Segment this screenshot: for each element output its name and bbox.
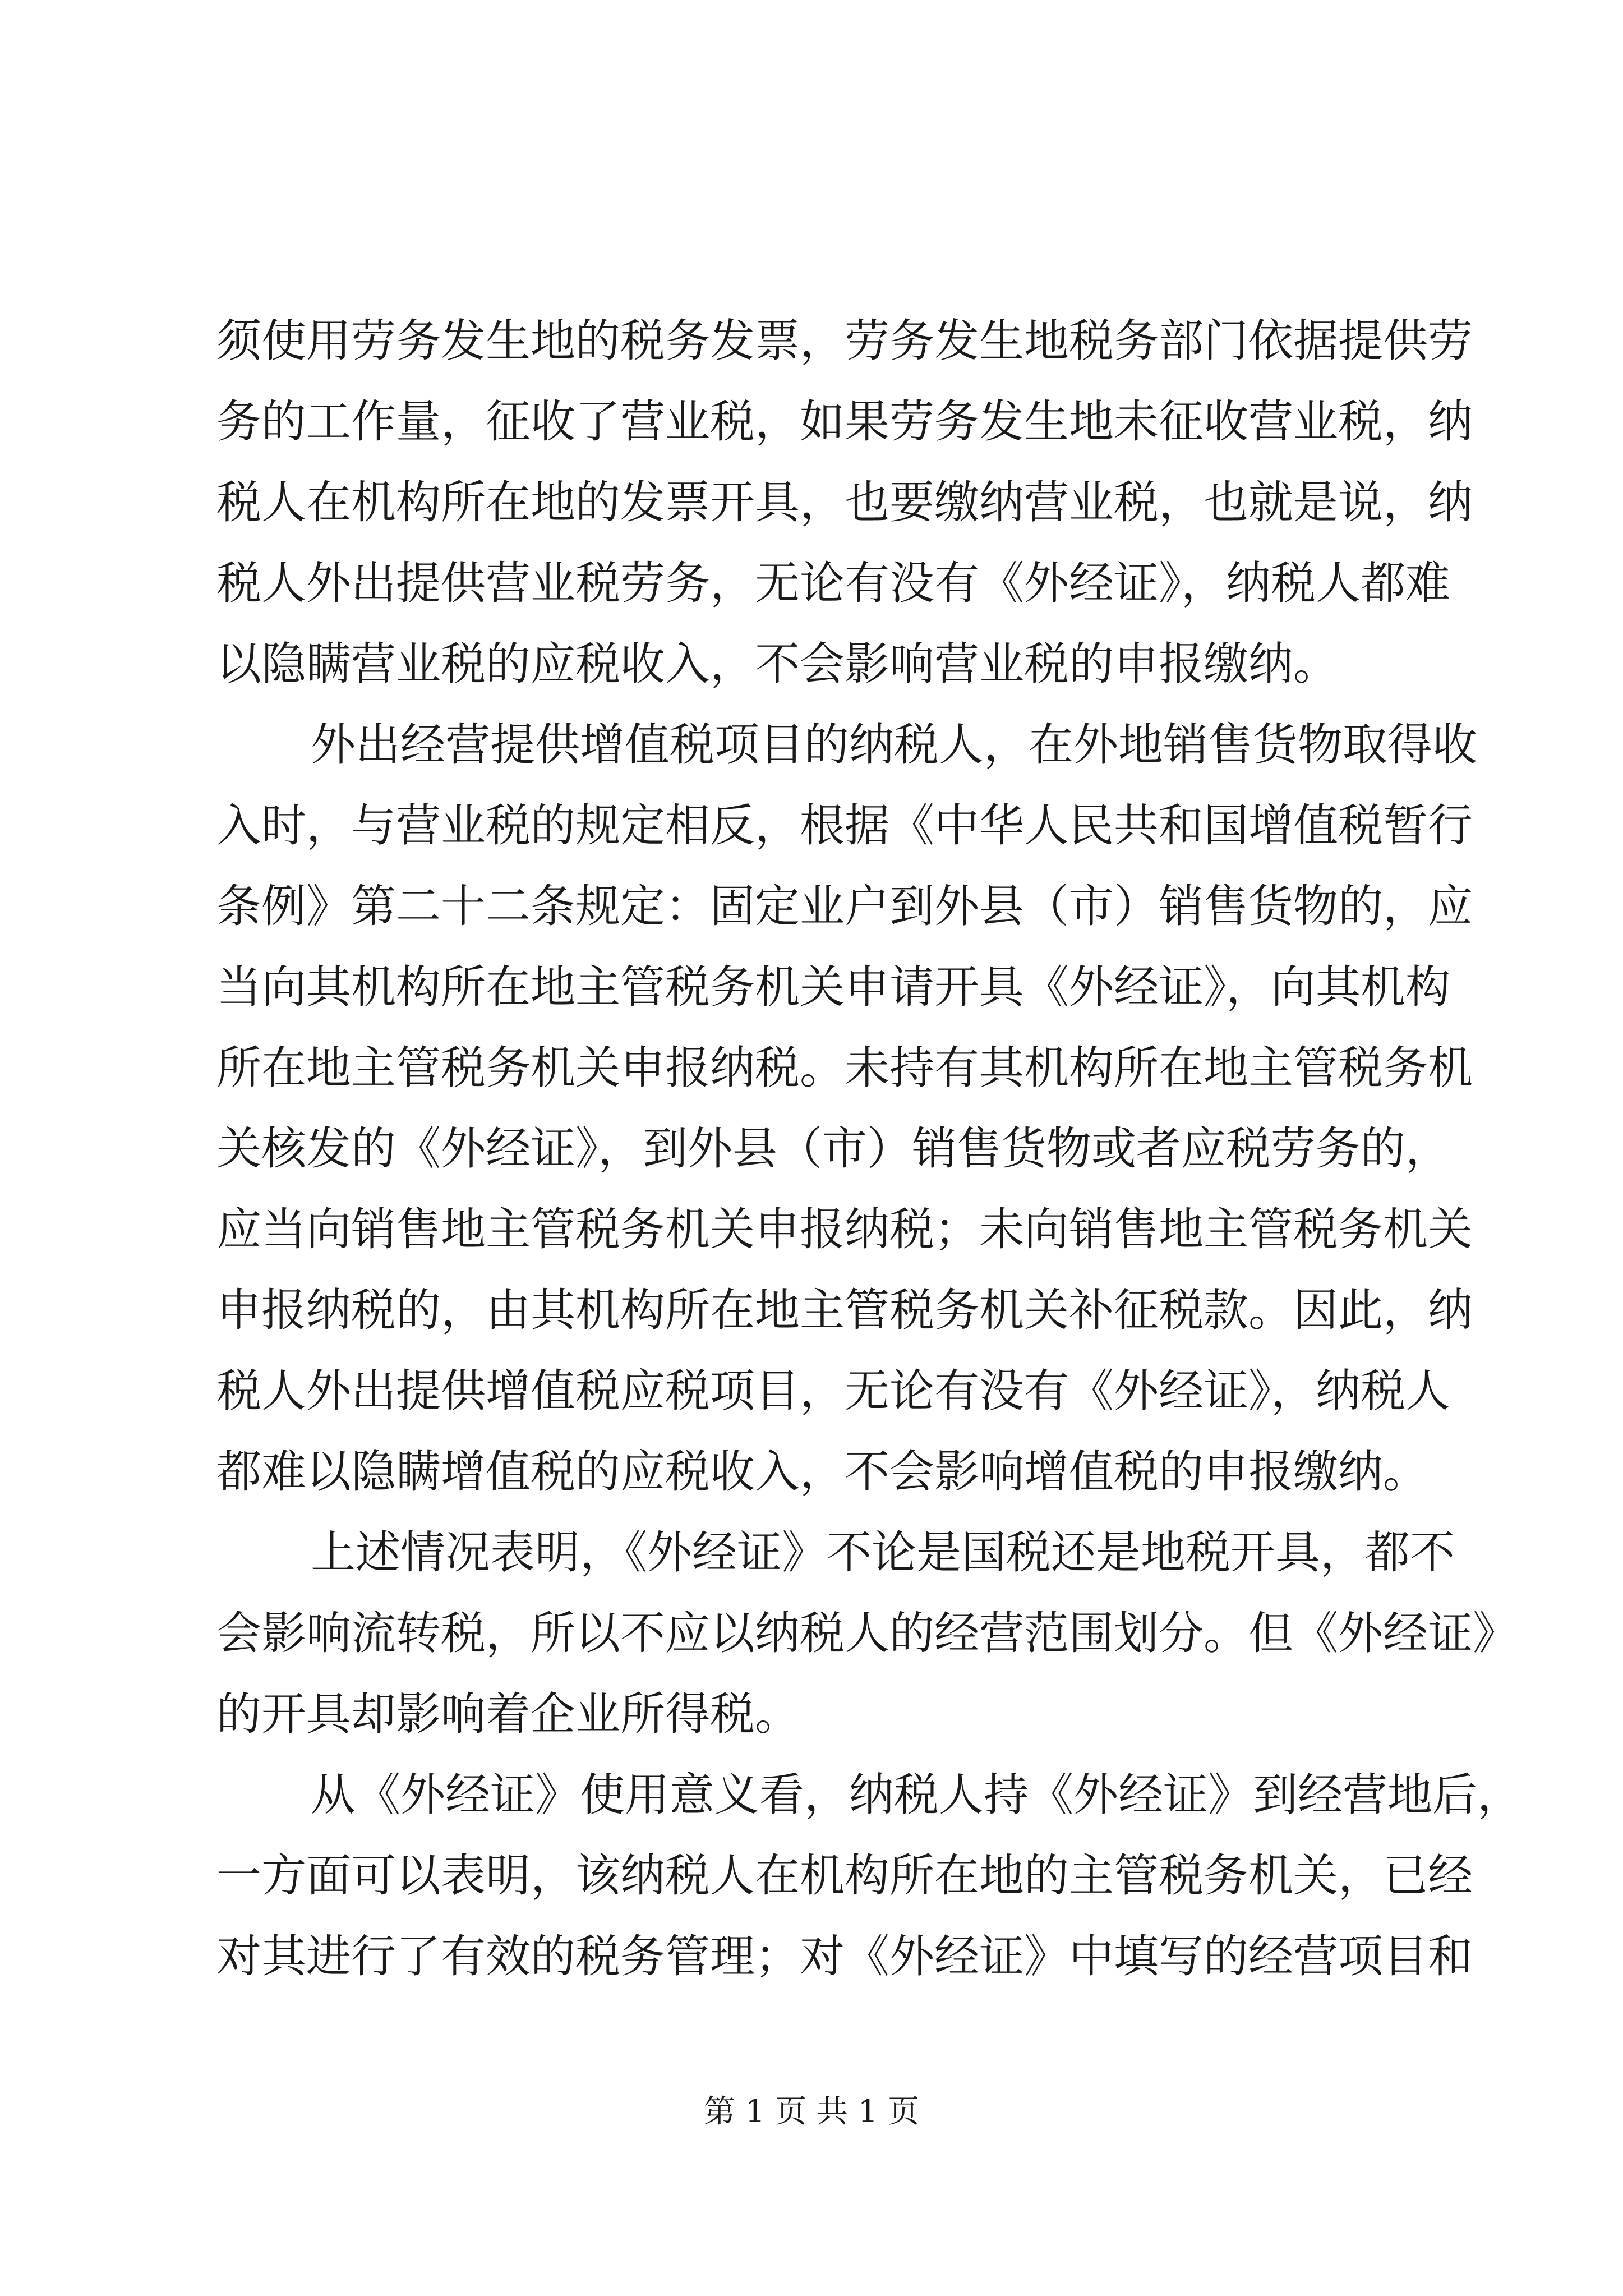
document-body xyxy=(216,301,1522,1997)
paragraph-1-line-5: 以隐瞒营业税的应税收入，不会影响营业税的申报缴纳。 xyxy=(216,638,1338,690)
paragraph-1-line-3: 税人在机构所在地的发票开具，也要缴纳营业税，也就是说，纳 xyxy=(216,476,1473,528)
paragraph-2-line-1: 外出经营提供增值税项目的纳税人，在外地销售货物取得收 xyxy=(311,719,1477,771)
paragraph-2-line-7: 应当向销售地主管税务机关申报纳税；未向销售地主管税务机关 xyxy=(216,1203,1473,1255)
page-number-label: 第 1 页 共 1 页 xyxy=(703,2093,920,2130)
paragraph-1-line-4: 税人外出提供营业税劳务，无论有没有《外经证》，纳税人都难 xyxy=(216,557,1450,609)
paragraph-1-line-1: 须使用劳务发生地的税务发票，劳务发生地税务部门依据提供劳 xyxy=(216,315,1473,367)
paragraph-4-line-2: 一方面可以表明，该纳税人在机构所在地的主管税务机关，已经 xyxy=(216,1849,1473,1902)
paragraph-2-line-5: 所在地主管税务机关申报纳税。未持有其机构所在地主管税务机 xyxy=(216,1042,1473,1094)
paragraph-3-line-1: 上述情况表明，《外经证》不论是国税还是地税开具，都不 xyxy=(311,1526,1455,1579)
paragraph-3-line-2: 会影响流转税，所以不应以纳税人的经营范围划分。但《外经证》 xyxy=(216,1607,1518,1659)
paragraph-2-line-8: 申报纳税的，由其机构所在地主管税务机关补征税款。因此，纳 xyxy=(216,1284,1473,1336)
paragraph-3-line-3: 的开具却影响着企业所得税。 xyxy=(216,1688,800,1740)
paragraph-2-line-4: 当向其机构所在地主管税务机关申请开具《外经证》，向其机构 xyxy=(216,961,1450,1013)
paragraph-2-line-3: 条例》第二十二条规定：固定业户到外县（市）销售货物的，应 xyxy=(216,880,1473,932)
paragraph-2-line-2: 入时，与营业税的规定相反，根据《中华人民共和国增值税暂行 xyxy=(216,799,1473,852)
paragraph-2-line-6: 关核发的《外经证》，到外县（市）销售货物或者应税劳务的， xyxy=(216,1122,1450,1175)
page-footer xyxy=(0,2092,1623,2132)
paragraph-1-line-2: 务的工作量，征收了营业税，如果劳务发生地未征收营业税，纳 xyxy=(216,395,1473,448)
paragraph-4-line-3: 对其进行了有效的税务管理；对《外经证》中填写的经营项目和 xyxy=(216,1930,1473,1982)
paragraph-2-line-9: 税人外出提供增值税应税项目，无论有没有《外经证》，纳税人 xyxy=(216,1365,1450,1417)
paragraph-4-line-1: 从《外经证》使用意义看，纳税人持《外经证》到经营地后， xyxy=(311,1769,1522,1821)
paragraph-2-line-10: 都难以隐瞒增值税的应税收入，不会影响增值税的申报缴纳。 xyxy=(216,1446,1428,1498)
